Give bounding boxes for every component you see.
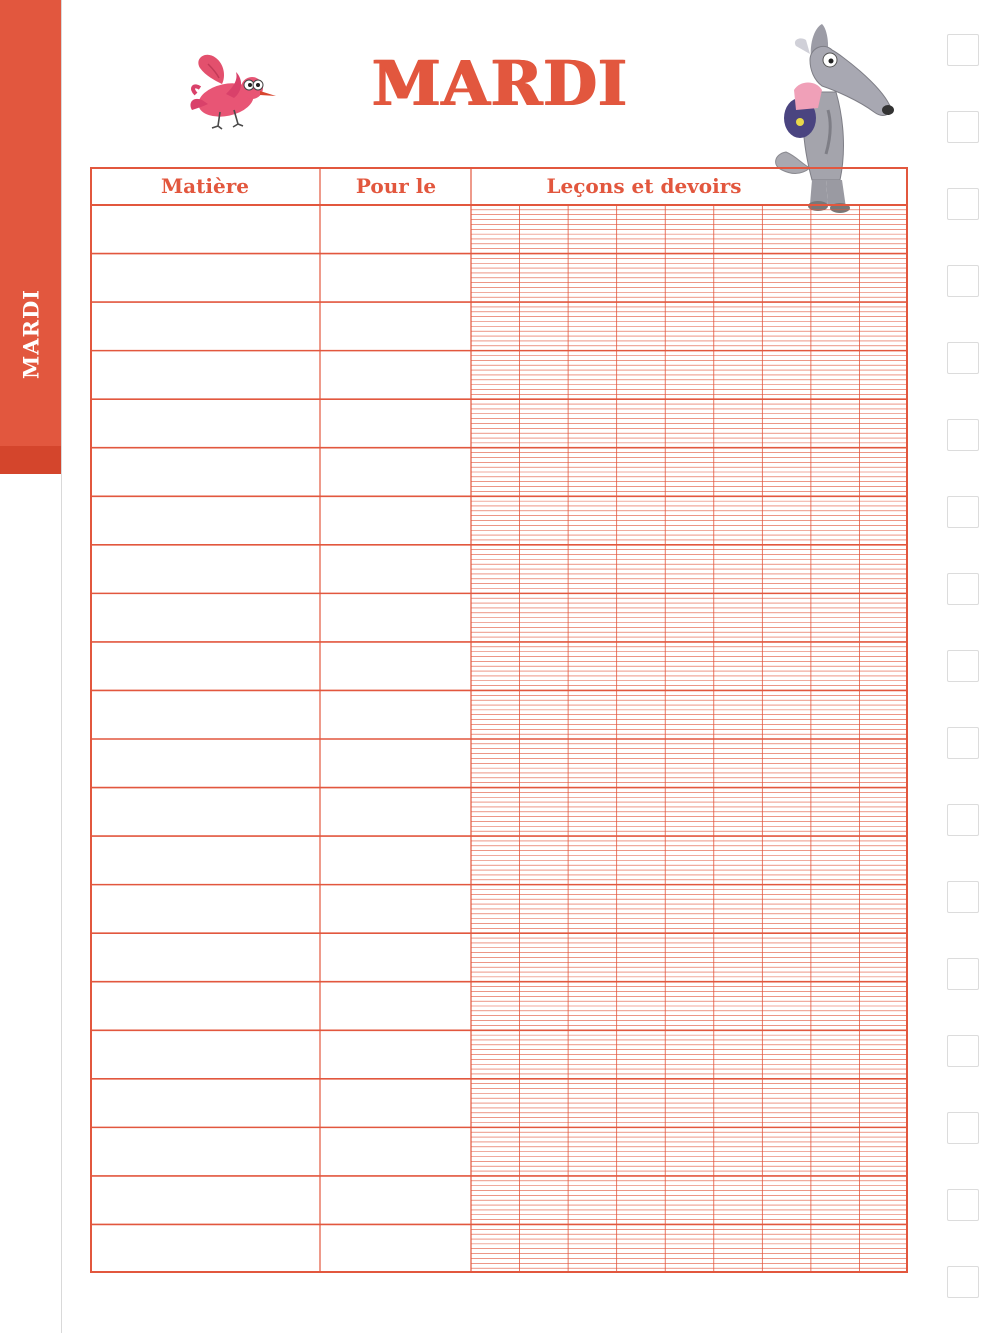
subject-cell[interactable] [90, 690, 320, 739]
bird-illustration [186, 50, 278, 132]
binder-hole [947, 342, 979, 374]
homework-cell[interactable] [471, 885, 908, 934]
side-tab-label: MARDI [18, 288, 44, 380]
due-cell[interactable] [320, 739, 471, 788]
binder-hole [947, 111, 979, 143]
subject-cell[interactable] [90, 1079, 320, 1128]
subject-cell[interactable] [90, 885, 320, 934]
binder-hole [947, 804, 979, 836]
subject-cell[interactable] [90, 399, 320, 448]
homework-cell[interactable] [471, 254, 908, 303]
column-header-due: Pour le [355, 174, 437, 198]
homework-cell[interactable] [471, 982, 908, 1031]
due-cell[interactable] [320, 1224, 471, 1273]
homework-cell[interactable] [471, 302, 908, 351]
binder-holes [947, 34, 981, 1343]
binder-hole [947, 1189, 979, 1221]
homework-cell[interactable] [471, 739, 908, 788]
subject-cell[interactable] [90, 739, 320, 788]
homework-cell[interactable] [471, 593, 908, 642]
homework-cell[interactable] [471, 1224, 908, 1273]
subject-cell[interactable] [90, 254, 320, 303]
binder-hole [947, 34, 979, 66]
due-cell[interactable] [320, 933, 471, 982]
homework-cell[interactable] [471, 690, 908, 739]
subject-cell[interactable] [90, 448, 320, 497]
due-cell[interactable] [320, 642, 471, 691]
subject-cell[interactable] [90, 545, 320, 594]
due-cell[interactable] [320, 1127, 471, 1176]
subject-cell[interactable] [90, 351, 320, 400]
due-cell[interactable] [320, 836, 471, 885]
side-tab[interactable] [0, 0, 61, 474]
page-edge-line [61, 0, 62, 1333]
binder-hole [947, 1035, 979, 1067]
due-cell[interactable] [320, 593, 471, 642]
homework-cell[interactable] [471, 205, 908, 254]
homework-cell[interactable] [471, 496, 908, 545]
bird-icon [190, 55, 276, 129]
due-cell[interactable] [320, 254, 471, 303]
homework-cell[interactable] [471, 1079, 908, 1128]
homework-cell[interactable] [471, 448, 908, 497]
binder-hole [947, 496, 979, 528]
homework-cell[interactable] [471, 1127, 908, 1176]
due-cell[interactable] [320, 982, 471, 1031]
binder-hole [947, 958, 979, 990]
due-cell[interactable] [320, 205, 471, 254]
homework-cell[interactable] [471, 1030, 908, 1079]
binder-hole [947, 265, 979, 297]
due-cell[interactable] [320, 885, 471, 934]
due-cell[interactable] [320, 399, 471, 448]
due-cell[interactable] [320, 448, 471, 497]
subject-cell[interactable] [90, 1030, 320, 1079]
subject-cell[interactable] [90, 205, 320, 254]
due-cell[interactable] [320, 496, 471, 545]
subject-cell[interactable] [90, 982, 320, 1031]
binder-hole [947, 573, 979, 605]
homework-cell[interactable] [471, 399, 908, 448]
homework-cell[interactable] [471, 642, 908, 691]
homework-cell[interactable] [471, 933, 908, 982]
binder-hole [947, 1266, 979, 1298]
page-title: MARDI [371, 47, 629, 120]
subject-cell[interactable] [90, 1176, 320, 1225]
binder-hole [947, 1112, 979, 1144]
side-tab-band [0, 446, 61, 474]
homework-cell[interactable] [471, 1176, 908, 1225]
due-cell[interactable] [320, 788, 471, 837]
homework-planner-table [90, 167, 908, 1273]
binder-hole [947, 650, 979, 682]
column-header-homework: Leçons et devoirs [546, 174, 742, 198]
due-cell[interactable] [320, 690, 471, 739]
binder-hole [947, 881, 979, 913]
subject-cell[interactable] [90, 788, 320, 837]
binder-hole [947, 419, 979, 451]
subject-cell[interactable] [90, 1224, 320, 1273]
subject-cell[interactable] [90, 933, 320, 982]
homework-cell[interactable] [471, 351, 908, 400]
due-cell[interactable] [320, 302, 471, 351]
homework-cell[interactable] [471, 545, 908, 594]
column-header-subject: Matière [161, 174, 249, 198]
subject-cell[interactable] [90, 1127, 320, 1176]
subject-cell[interactable] [90, 302, 320, 351]
homework-cell[interactable] [471, 836, 908, 885]
subject-cell[interactable] [90, 593, 320, 642]
subject-cell[interactable] [90, 496, 320, 545]
due-cell[interactable] [320, 351, 471, 400]
due-cell[interactable] [320, 545, 471, 594]
subject-cell[interactable] [90, 836, 320, 885]
binder-hole [947, 188, 979, 220]
due-cell[interactable] [320, 1079, 471, 1128]
due-cell[interactable] [320, 1176, 471, 1225]
homework-cell[interactable] [471, 788, 908, 837]
subject-cell[interactable] [90, 642, 320, 691]
due-cell[interactable] [320, 1030, 471, 1079]
binder-hole [947, 727, 979, 759]
